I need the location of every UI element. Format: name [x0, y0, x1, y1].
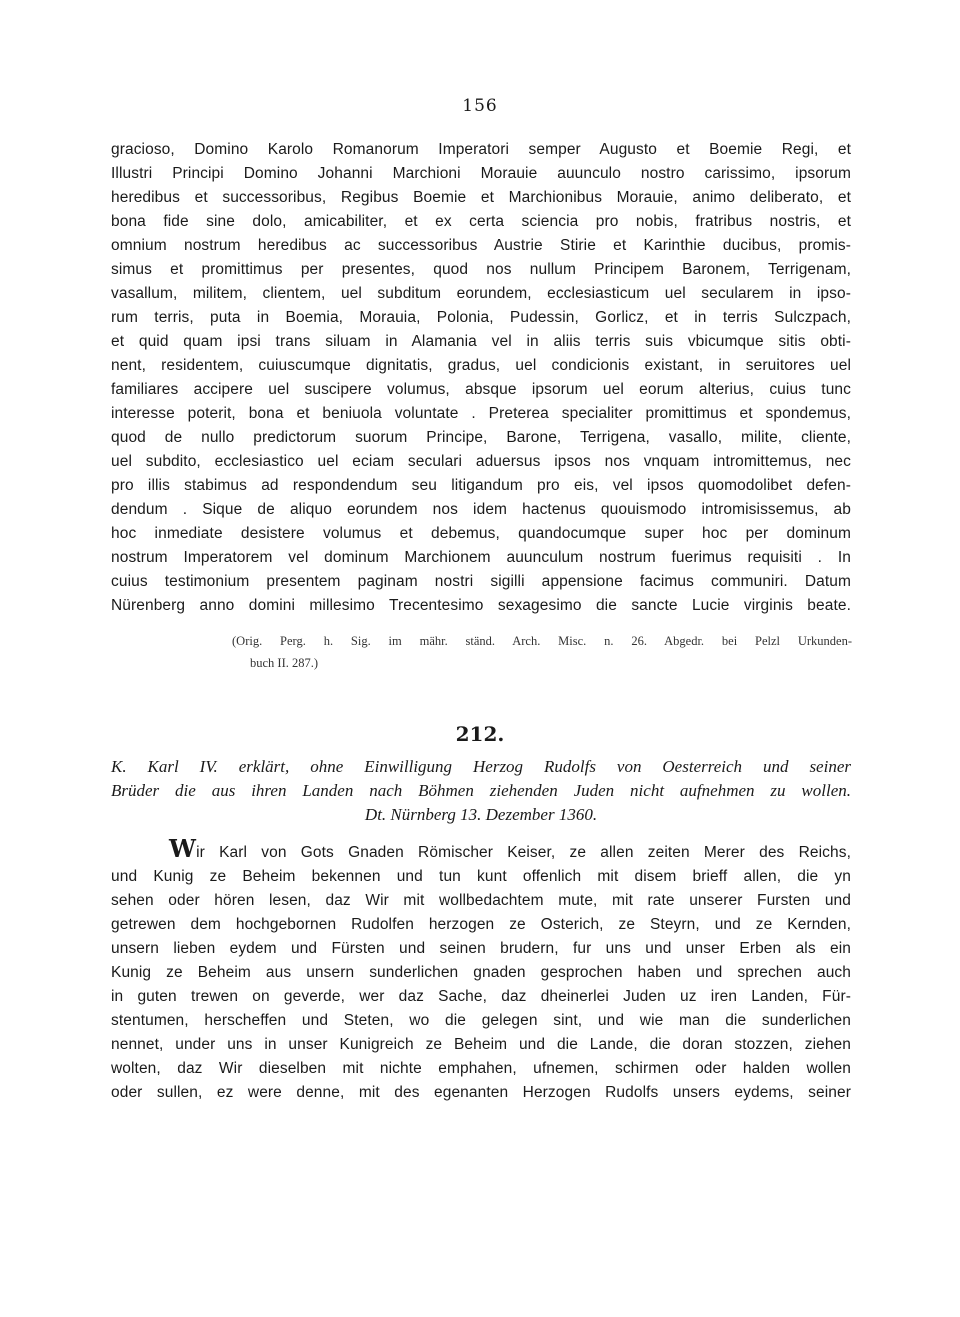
text-line: uel subdito, ecclesiastico uel eciam seculari aduersus ipsos nos vnquam intromittemus, nec [111, 453, 851, 470]
source-note-line: (Orig. Perg. h. Sig. im mähr. ständ. Arch. Misc. n. 26. Abgedr. bei Pelzl Urkunden- [232, 634, 852, 648]
text-line: sehen oder hören lesen, daz Wir mit wollbedachtem mute, mit rate unserer Fursten und [111, 892, 851, 909]
text-line: unsern lieben eydem und Fürsten und seinen brudern, fur uns und unser Erben als ein [111, 940, 851, 957]
text-line: dendum . Sique de aliquo eorundem nos idem hactenus quouismodo intromisissemus, ab [111, 501, 851, 518]
text-line: hoc inmediate desistere volumus et debemus, quandocumque super hoc per dominum [111, 525, 851, 542]
text-line: heredibus et successoribus, Regibus Boemie et Marchionibus Morauie, animo deliberato, et [111, 189, 851, 206]
text-line: Illustri Principi Domino Johanni Marchioni Morauie auunculo nostro carissimo, ipsorum [111, 165, 851, 182]
initial-letter: W [169, 834, 197, 863]
heading-line: Brüder die aus ihren Landen nach Böhmen ziehenden Juden nicht aufnehmen zu wollen. [111, 781, 851, 800]
text-line: quod de nullo predictorum suorum Principe, Barone, Terrigena, vasallo, milite, cliente, [111, 429, 851, 446]
document-number: 212. [455, 722, 505, 746]
german-charter-text [111, 834, 851, 1105]
text-line: nent, residentem, cuiuscumque dignitatis, gradus, uel condicionis existant, in seruitores uel [111, 357, 851, 374]
text-line: interesse poterit, bona et beniuola voluntate . Preterea specialiter promittimus et spondemus, [111, 405, 851, 422]
text-line: getrewen dem hochgebornen Rudolfen herzogen ze Osterich, ze Steyrn, und ze Kernden, [111, 916, 851, 933]
heading-line: K. Karl IV. erklärt, ohne Einwilligung Herzog Rudolfs von Oesterreich und seiner [111, 757, 851, 776]
source-note [232, 630, 852, 674]
text-line: wolten, daz Wir dieselben mit nichte emphahen, ufnemen, schirmen oder halden wollen [111, 1060, 851, 1077]
text-line-content: ir Karl von Gots Gnaden Römischer Keiser, ze allen zeiten Merer des Reichs, [196, 844, 851, 861]
latin-charter-text [111, 138, 851, 618]
text-line: Nürenberg anno domini millesimo Trecentesimo sexagesimo die sancte Lucie virginis beate. [111, 597, 851, 614]
text-line: cuius testimonium presentem paginam nostri sigilli appensione facimus communiri. Datum [111, 573, 851, 590]
text-line: Kunig ze Beheim aus unsern sunderlichen gnaden gesprochen haben und sprechen auch [111, 964, 851, 981]
text-line [111, 834, 851, 865]
text-line: oder sullen, ez were denne, mit des egenanten Herzogen Rudolfs unsers eydems, seiner [111, 1084, 851, 1101]
text-line: stentumen, herscheffen und Steten, wo die gelegen sint, und wie man die sunderlichen [111, 1012, 851, 1029]
page-number: 156 [462, 96, 498, 116]
text-line: nennet, under uns in unser Kunigreich ze Beheim und die Lande, die doran stozzen, ziehen [111, 1036, 851, 1053]
document-heading [111, 755, 851, 827]
text-line: simus et promittimus per presentes, quod nos nullum Principem Baronem, Terrigenam, [111, 261, 851, 278]
text-line: et quid quam ipsi trans siluam in Alamania vel in aliis terris suis vbicumque sitis obti- [111, 333, 851, 350]
source-note-line: buch II. 287.) [250, 656, 319, 670]
text-line: in guten trewen on geverde, wer daz Sache, daz dheinerlei Juden uz iren Landen, Für- [111, 988, 851, 1005]
text-line: und Kunig ze Beheim bekennen und tun kunt offenlich mit disem brieff allen, die yn [111, 868, 851, 885]
text-line: omnium nostrum heredibus ac successoribus Austrie Stirie et Karinthie ducibus, promis- [111, 237, 851, 254]
text-line: pro illis stabimus ad respondendum seu litigandum pro eis, vel ipsos quomodolibet defen- [111, 477, 851, 494]
heading-date-line: Dt. Nürnberg 13. Dezember 1360. [364, 805, 598, 824]
text-line: familiares accipere uel suscipere volumus, absque ipsorum uel eorum alterius, cuius tunc [111, 381, 851, 398]
text-line: nostrum Imperatorem vel dominum Marchionem auunculum nostrum fuerimus requisiti . In [111, 549, 851, 566]
text-line: rum terris, puta in Boemia, Morauia, Polonia, Pudessin, Gorlicz, et in terris Sulczpach, [111, 309, 851, 326]
text-line: gracioso, Domino Karolo Romanorum Imperatori semper Augusto et Boemie Regi, et [111, 141, 851, 158]
text-line: vasallum, militem, clientem, uel subditum eorundem, ecclesiasticum uel secularem in ipso- [111, 285, 851, 302]
text-line: bona fide sine dolo, amicabiliter, et ex certa sciencia pro nobis, fratribus nostris, et [111, 213, 851, 230]
